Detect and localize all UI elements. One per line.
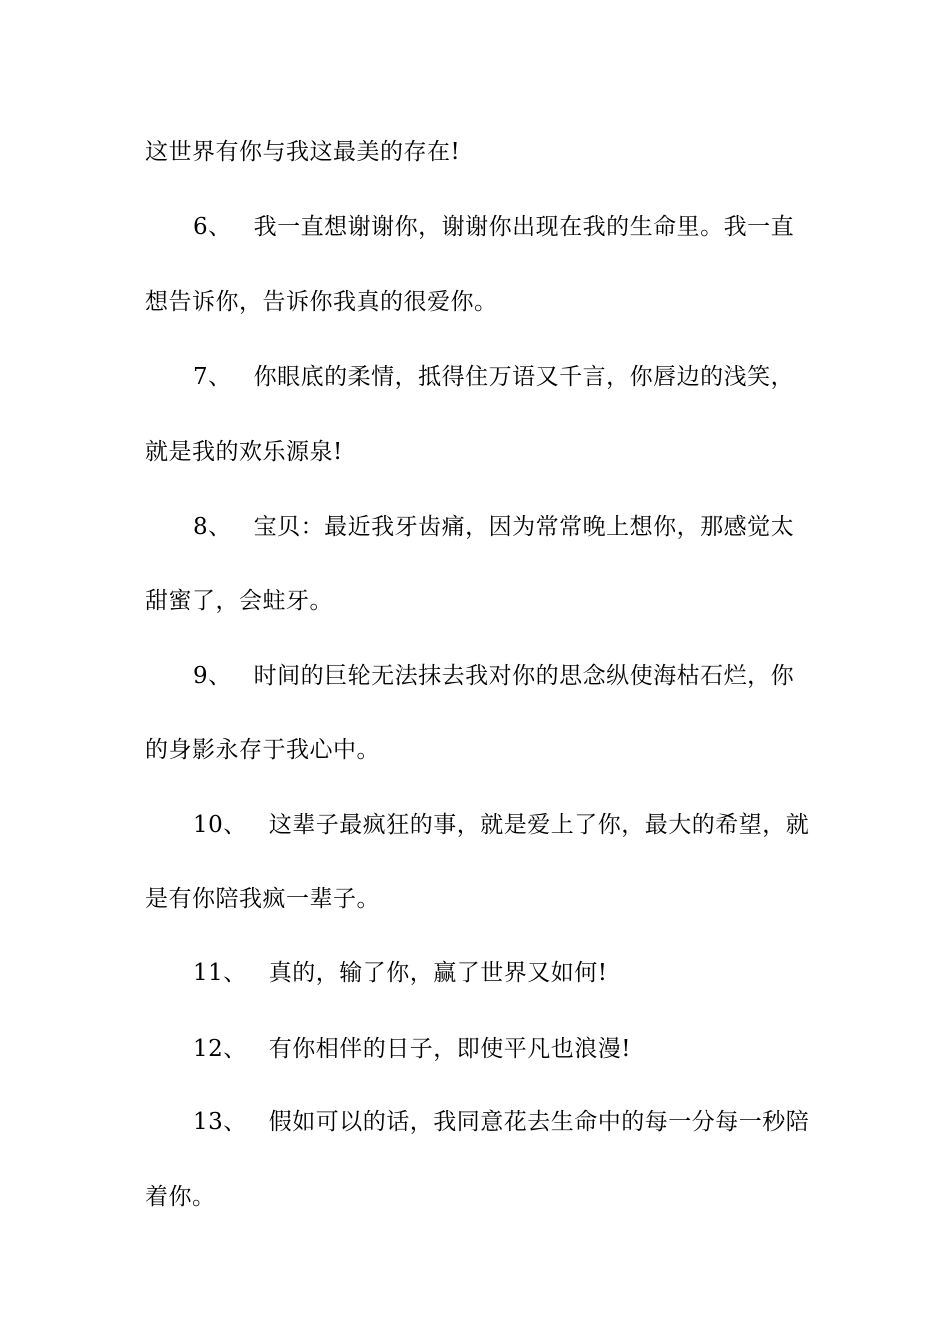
line-text: 有你相伴的日子，即使平凡也浪漫! [268,1036,632,1062]
item-number: 6、 [193,214,232,240]
line-text: 宝贝：最近我牙齿痛，因为常常晚上想你，那感觉太 [253,514,795,540]
line-text: 你眼底的柔情，抵得住万语又千言，你唇边的浅笑， [253,364,795,390]
item-number: 11、 [193,960,247,986]
paragraph-line [145,1182,810,1212]
paragraph-line [193,661,858,691]
line-text: 甜蜜了，会蛀牙。 [145,588,333,614]
paragraph-line [193,1034,858,1064]
paragraph-line [145,137,810,167]
paragraph-line [193,362,858,392]
paragraph-line [193,1107,858,1137]
paragraph-line [193,810,858,840]
line-text: 时间的巨轮无法抹去我对你的思念纵使海枯石烂，你 [253,663,795,689]
paragraph-line [145,287,810,317]
line-text: 假如可以的话，我同意花去生命中的每一分每一秒陪 [268,1109,810,1135]
line-text: 是有你陪我疯一辈子。 [145,886,380,912]
item-number: 8、 [193,514,232,540]
item-number: 13、 [193,1109,247,1135]
item-number: 10、 [193,812,247,838]
paragraph-line [145,586,810,616]
paragraph-line [193,212,858,242]
line-text: 我一直想谢谢你，谢谢你出现在我的生命里。我一直 [253,214,795,240]
item-number: 12、 [193,1036,247,1062]
paragraph-line [193,958,858,988]
item-number: 7、 [193,364,232,390]
paragraph-line [145,884,810,914]
item-number: 9、 [193,663,232,689]
paragraph-line [193,512,858,542]
line-text: 的身影永存于我心中。 [145,737,380,763]
line-text: 这辈子最疯狂的事，就是爱上了你，最大的希望，就 [268,812,810,838]
paragraph-line [145,437,810,467]
line-text: 着你。 [145,1184,216,1210]
line-text: 这世界有你与我这最美的存在! [145,139,461,165]
line-text: 真的，输了你，赢了世界又如何! [268,960,608,986]
line-text: 就是我的欢乐源泉! [145,439,343,465]
paragraph-line [145,735,810,765]
line-text: 想告诉你，告诉你我真的很爱你。 [145,289,498,315]
